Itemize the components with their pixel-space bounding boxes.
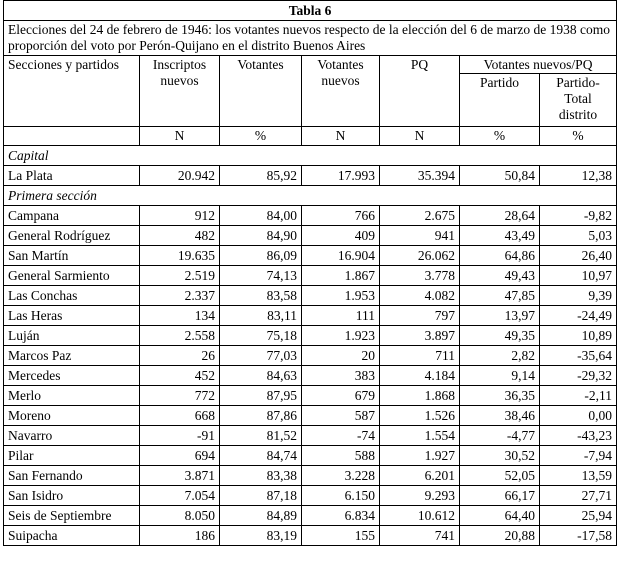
row-value: 26 (140, 346, 220, 366)
table-row (4, 346, 617, 366)
row-value: 6.834 (302, 506, 380, 526)
row-value: 36,35 (460, 386, 540, 406)
row-name: Luján (4, 326, 140, 346)
row-value: 134 (140, 306, 220, 326)
table-row (4, 506, 617, 526)
row-value: 84,90 (220, 226, 302, 246)
row-value: -7,94 (540, 446, 617, 466)
row-value: -2,11 (540, 386, 617, 406)
row-value: 8.050 (140, 506, 220, 526)
row-value: 679 (302, 386, 380, 406)
row-value: 86,09 (220, 246, 302, 266)
row-value: -74 (302, 426, 380, 446)
row-name: Las Conchas (4, 286, 140, 306)
row-value: 28,64 (460, 206, 540, 226)
row-value: 64,40 (460, 506, 540, 526)
row-value: 52,05 (460, 466, 540, 486)
row-value: 87,18 (220, 486, 302, 506)
row-value: -35,64 (540, 346, 617, 366)
row-value: 9,39 (540, 286, 617, 306)
table-row (4, 306, 617, 326)
row-name: Campana (4, 206, 140, 226)
table-row (4, 286, 617, 306)
row-value: 3.228 (302, 466, 380, 486)
row-name: General Rodríguez (4, 226, 140, 246)
section-name: Primera sección (4, 186, 617, 206)
row-value: 155 (302, 526, 380, 546)
row-value: 3.897 (380, 326, 460, 346)
row-value: 1.868 (380, 386, 460, 406)
table-row (4, 466, 617, 486)
row-value: 588 (302, 446, 380, 466)
row-value: 16.904 (302, 246, 380, 266)
row-value: 38,46 (460, 406, 540, 426)
row-value: 10,97 (540, 266, 617, 286)
row-value: 3.871 (140, 466, 220, 486)
row-value: 27,71 (540, 486, 617, 506)
row-value: 20,88 (460, 526, 540, 546)
row-value: 1.923 (302, 326, 380, 346)
table-row (4, 326, 617, 346)
table-row (4, 246, 617, 266)
row-value: 13,59 (540, 466, 617, 486)
row-value: 3.778 (380, 266, 460, 286)
row-value: 409 (302, 226, 380, 246)
table-row (4, 166, 617, 186)
row-name: La Plata (4, 166, 140, 186)
row-value: 7.054 (140, 486, 220, 506)
row-value: 13,97 (460, 306, 540, 326)
table-row (4, 406, 617, 426)
unit-cell: % (540, 127, 617, 146)
row-value: 10,89 (540, 326, 617, 346)
table-row (4, 226, 617, 246)
row-name: San Martín (4, 246, 140, 266)
row-value: 452 (140, 366, 220, 386)
unit-cell: N (140, 127, 220, 146)
section-name: Capital (4, 146, 617, 166)
row-value: -43,23 (540, 426, 617, 446)
row-name: Las Heras (4, 306, 140, 326)
header-partido-total: Partido-Total distrito (540, 74, 617, 127)
row-value: 12,38 (540, 166, 617, 186)
row-value: 1.867 (302, 266, 380, 286)
row-value: -4,77 (460, 426, 540, 446)
row-value: 2.337 (140, 286, 220, 306)
row-value: 9,14 (460, 366, 540, 386)
row-value: 49,35 (460, 326, 540, 346)
row-name: Marcos Paz (4, 346, 140, 366)
row-value: -17,58 (540, 526, 617, 546)
row-value: 2.675 (380, 206, 460, 226)
row-value: 83,58 (220, 286, 302, 306)
row-value: 85,92 (220, 166, 302, 186)
row-value: 5,03 (540, 226, 617, 246)
row-value: 30,52 (460, 446, 540, 466)
row-value: 43,49 (460, 226, 540, 246)
row-value: -24,49 (540, 306, 617, 326)
table-row (4, 486, 617, 506)
row-value: 1.554 (380, 426, 460, 446)
row-value: 383 (302, 366, 380, 386)
row-value: 20 (302, 346, 380, 366)
row-value: 2,82 (460, 346, 540, 366)
row-value: 50,84 (460, 166, 540, 186)
row-value: 1.526 (380, 406, 460, 426)
row-value: 87,95 (220, 386, 302, 406)
table-row (4, 206, 617, 226)
row-value: 2.558 (140, 326, 220, 346)
row-value: 711 (380, 346, 460, 366)
table-row (4, 266, 617, 286)
row-value: 741 (380, 526, 460, 546)
unit-cell: N (380, 127, 460, 146)
row-value: 587 (302, 406, 380, 426)
row-name: San Isidro (4, 486, 140, 506)
row-name: San Fernando (4, 466, 140, 486)
row-value: 912 (140, 206, 220, 226)
row-value: 20.942 (140, 166, 220, 186)
unit-cell: % (220, 127, 302, 146)
header-inscriptos: Inscriptos nuevos (140, 56, 220, 127)
row-value: 9.293 (380, 486, 460, 506)
row-name: Seis de Septiembre (4, 506, 140, 526)
row-value: 1.953 (302, 286, 380, 306)
row-value: 64,86 (460, 246, 540, 266)
row-value: 84,00 (220, 206, 302, 226)
row-value: 47,85 (460, 286, 540, 306)
row-name: General Sarmiento (4, 266, 140, 286)
row-value: 1.927 (380, 446, 460, 466)
row-name: Moreno (4, 406, 140, 426)
row-value: 186 (140, 526, 220, 546)
row-value: 49,43 (460, 266, 540, 286)
row-value: -91 (140, 426, 220, 446)
table-row (4, 526, 617, 546)
row-value: 75,18 (220, 326, 302, 346)
row-value: 17.993 (302, 166, 380, 186)
table-row (4, 426, 617, 446)
table-title: Tabla 6 (4, 1, 617, 21)
row-value: 35.394 (380, 166, 460, 186)
header-partido: Partido (460, 74, 540, 127)
header-votantes-nuevos: Votantes nuevos (302, 56, 380, 127)
unit-cell: % (460, 127, 540, 146)
header-votantes: Votantes (220, 56, 302, 127)
row-value: 25,94 (540, 506, 617, 526)
row-value: 4.184 (380, 366, 460, 386)
table-row (4, 366, 617, 386)
row-value: 84,89 (220, 506, 302, 526)
row-value: 772 (140, 386, 220, 406)
row-value: 66,17 (460, 486, 540, 506)
row-value: 83,19 (220, 526, 302, 546)
row-value: 26.062 (380, 246, 460, 266)
row-value: 0,00 (540, 406, 617, 426)
row-value: 4.082 (380, 286, 460, 306)
data-table (3, 0, 617, 546)
row-value: 941 (380, 226, 460, 246)
table-caption: Elecciones del 24 de febrero de 1946: los votantes nuevos respecto de la elección del 6 de marzo de 1938 como proporción del voto por Perón-Quijano en el distrito Buenos Aires (4, 21, 617, 56)
unit-cell: N (302, 127, 380, 146)
row-value: 111 (302, 306, 380, 326)
row-value: -29,32 (540, 366, 617, 386)
row-value: 19.635 (140, 246, 220, 266)
row-name: Pilar (4, 446, 140, 466)
row-value: 6.150 (302, 486, 380, 506)
row-value: 2.519 (140, 266, 220, 286)
row-value: 84,63 (220, 366, 302, 386)
row-value: 6.201 (380, 466, 460, 486)
header-group: Votantes nuevos/PQ (460, 56, 617, 74)
row-value: 83,38 (220, 466, 302, 486)
row-value: 84,74 (220, 446, 302, 466)
section-row (4, 146, 617, 166)
table-row (4, 386, 617, 406)
row-name: Navarro (4, 426, 140, 446)
section-row (4, 186, 617, 206)
unit-blank (4, 127, 140, 146)
row-value: 74,13 (220, 266, 302, 286)
header-sections: Secciones y partidos (4, 56, 140, 127)
row-value: 482 (140, 226, 220, 246)
row-value: 668 (140, 406, 220, 426)
row-value: 83,11 (220, 306, 302, 326)
row-value: 87,86 (220, 406, 302, 426)
row-value: 26,40 (540, 246, 617, 266)
row-name: Mercedes (4, 366, 140, 386)
row-value: 766 (302, 206, 380, 226)
row-value: 797 (380, 306, 460, 326)
row-name: Suipacha (4, 526, 140, 546)
table-row (4, 446, 617, 466)
row-name: Merlo (4, 386, 140, 406)
row-value: -9,82 (540, 206, 617, 226)
header-pq: PQ (380, 56, 460, 127)
row-value: 10.612 (380, 506, 460, 526)
row-value: 81,52 (220, 426, 302, 446)
row-value: 77,03 (220, 346, 302, 366)
row-value: 694 (140, 446, 220, 466)
